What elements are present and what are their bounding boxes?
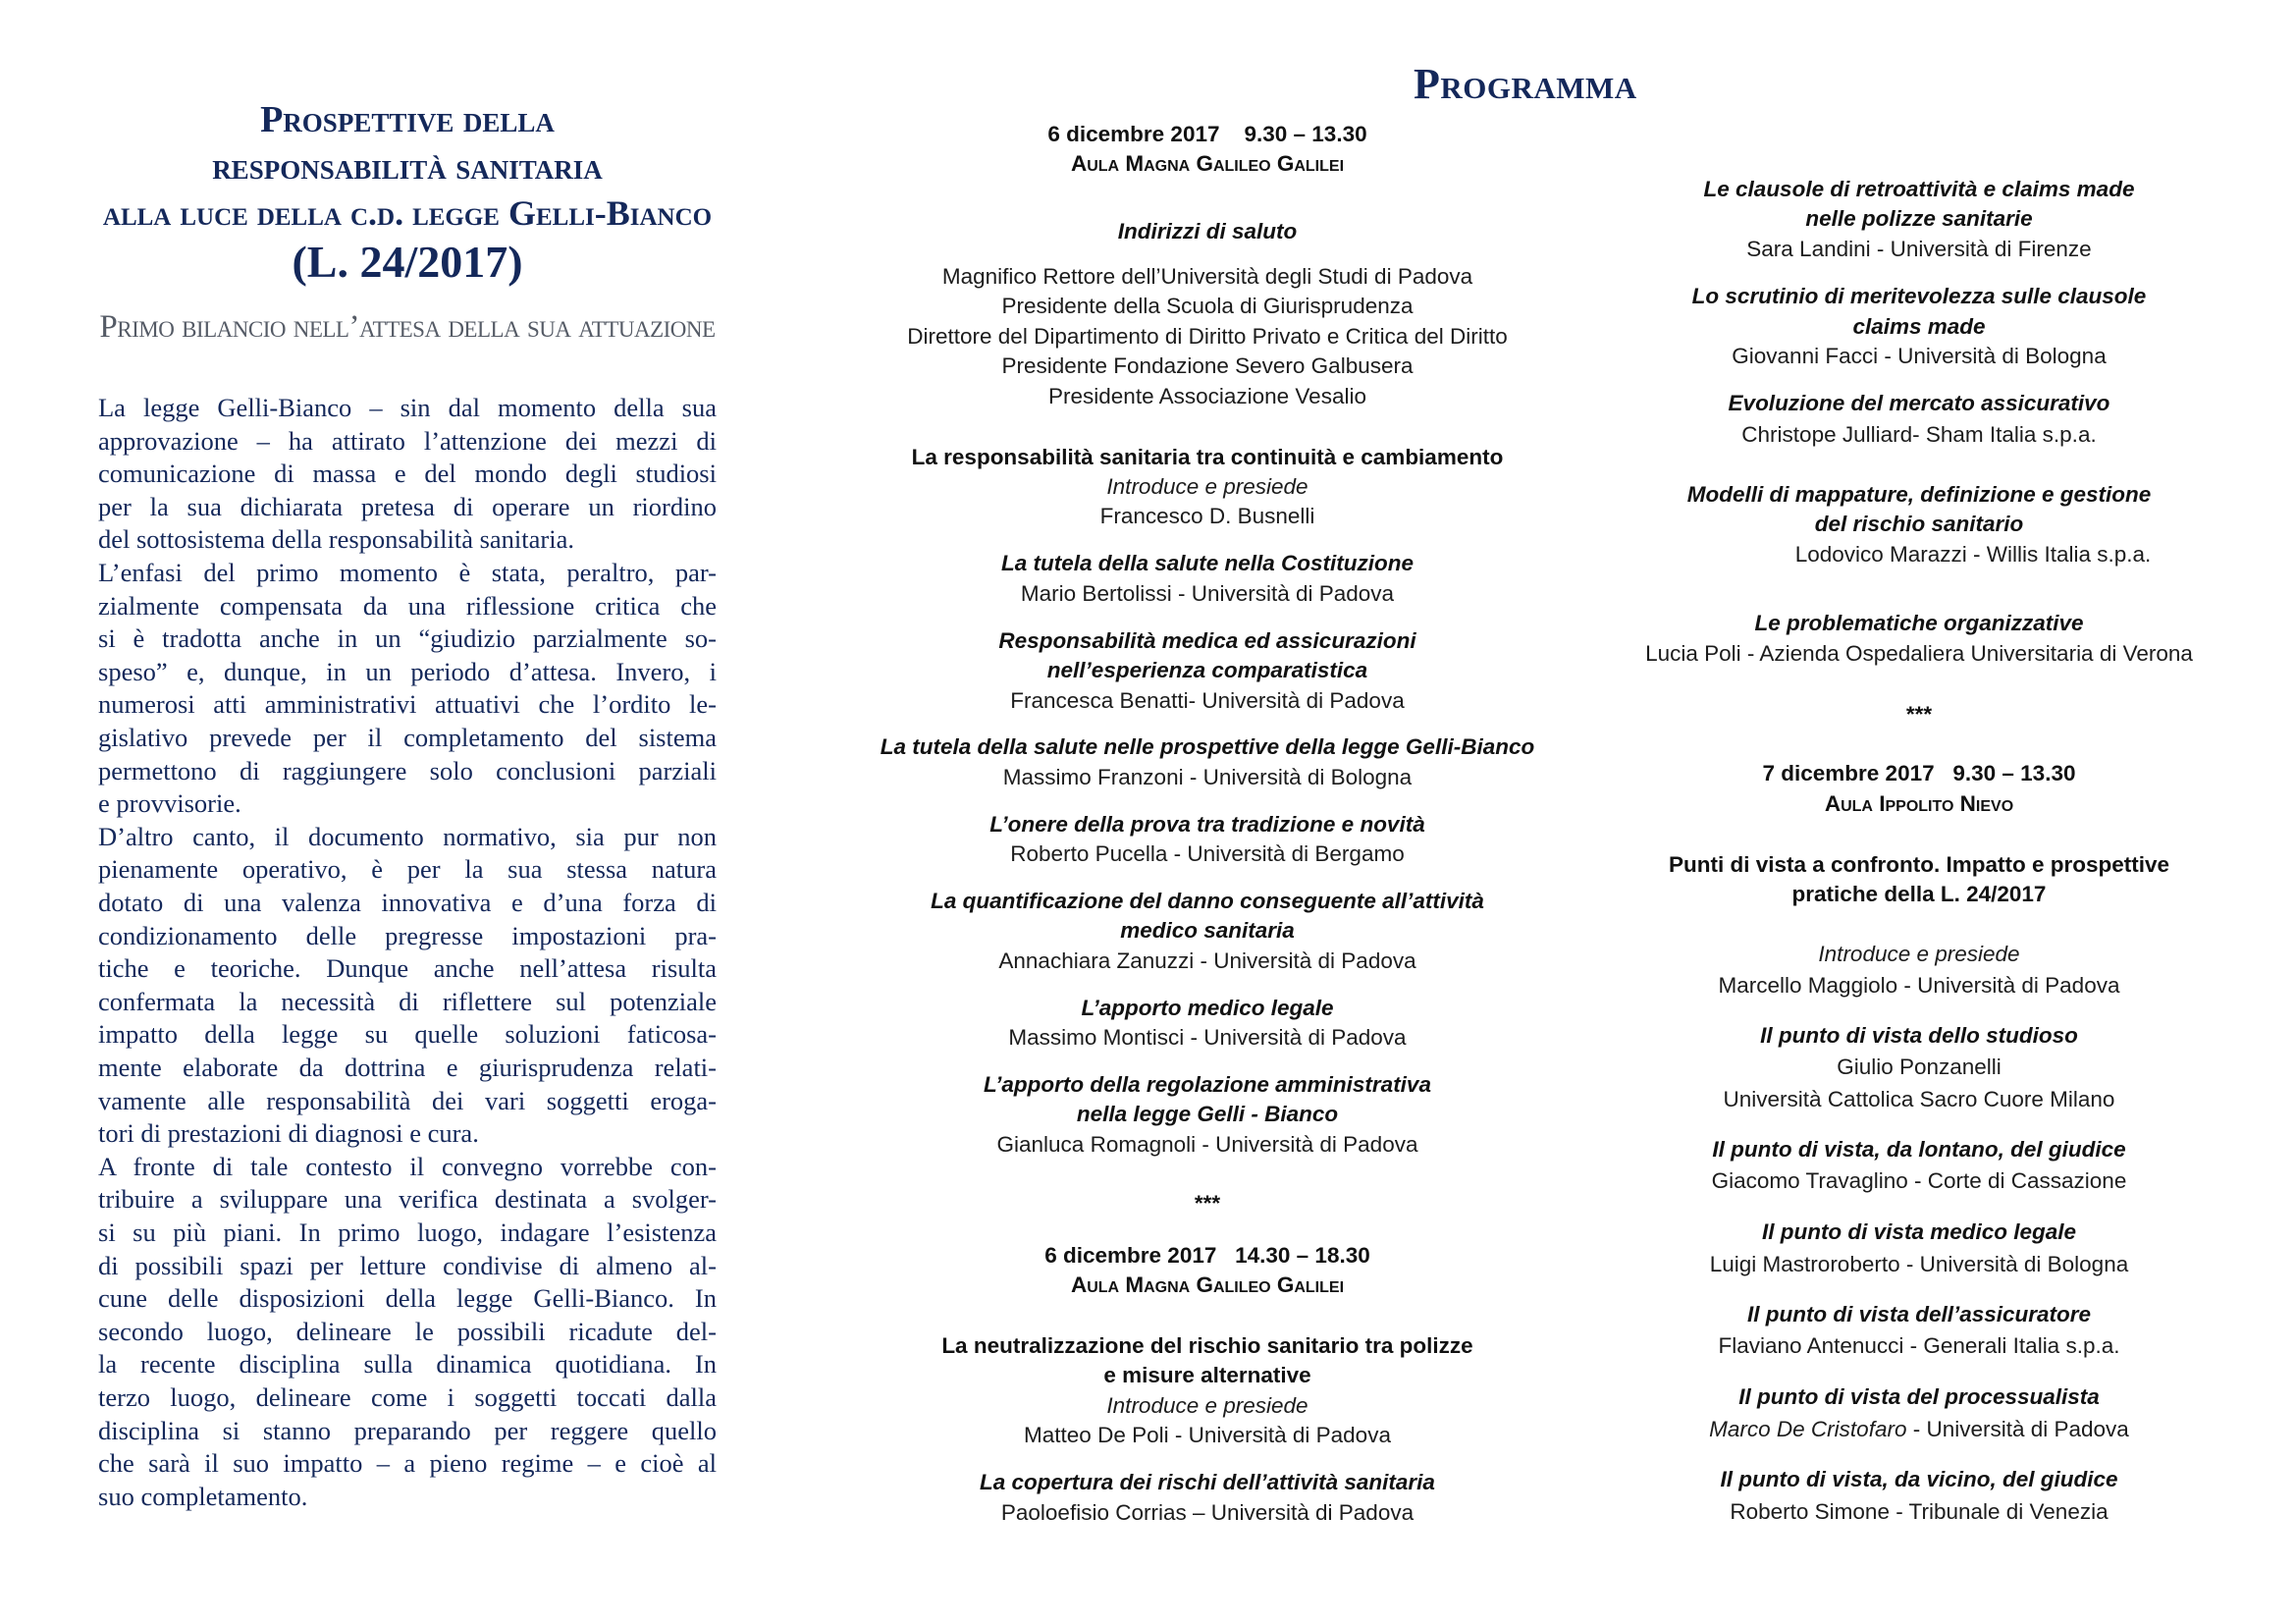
talk-title: L’apporto della regolazione amministrativa — [984, 1072, 1431, 1097]
panel-3-chair: Marcello Maggiolo - Università di Padova — [1718, 973, 2120, 998]
session-2-date: 6 dicembre 2017 14.30 – 18.30 — [1044, 1243, 1370, 1268]
session-1-room: Aula Magna Galileo Galilei — [1070, 151, 1345, 176]
panel-2-title: e misure alternative — [1103, 1363, 1311, 1387]
body-text-line: D’altro canto, il documento normativo, sia pur non — [98, 821, 717, 851]
view-speaker: Luigi Mastroroberto - Università di Bologna — [1709, 1252, 2129, 1276]
panel-1-intro: Introduce e presiede — [1106, 474, 1308, 499]
section-separator: *** — [1194, 1191, 1221, 1216]
view-title: Il punto di vista del processualista — [1738, 1384, 2100, 1409]
body-text-line: del sottosistema della responsabilità sanitaria. — [98, 524, 574, 555]
talk-title: Modelli di mappature, definizione e gestione — [1686, 482, 2152, 507]
subtitle: Primo bilancio nell’attesa della sua attuazione — [99, 309, 716, 345]
body-text-line: confermata la necessità di riflettere sul potenziale — [98, 986, 717, 1016]
body-text-line: tribuire a sviluppare una verifica destinata a svolger- — [98, 1184, 717, 1215]
body-text-line: vamente alle responsabilità dei vari soggetti eroga- — [98, 1085, 717, 1115]
talk-speaker: Annachiara Zanuzzi - Università di Padova — [998, 948, 1416, 973]
body-text-line: suo completamento. — [98, 1481, 308, 1511]
talk-title: La tutela della salute nelle prospettive della legge Gelli-Bianco — [880, 734, 1535, 759]
talk-title: L’onere della prova tra tradizione e novità — [989, 812, 1425, 837]
talk-title: Responsabilità medica ed assicurazioni — [998, 628, 1416, 653]
body-text-line: tori di prestazioni di diagnosi e cura. — [98, 1118, 479, 1149]
view-speaker: Giacomo Travaglino - Corte di Cassazione — [1711, 1168, 2127, 1193]
talk-title: del rischio sanitario — [1814, 512, 2024, 536]
talk-speaker: Giovanni Facci - Università di Bologna — [1732, 344, 2107, 368]
talk-title: nelle polizze sanitarie — [1805, 206, 2033, 231]
body-text-line: tiche e teoriche. Dunque anche nell’attesa risulta — [98, 953, 717, 984]
session-1-date: 6 dicembre 2017 9.30 – 13.30 — [1047, 122, 1367, 146]
panel-3-title: Punti di vista a confronto. Impatto e prospettive — [1668, 852, 2170, 877]
talk-title: Le clausole di retroattività e claims made — [1703, 177, 2135, 201]
talk-title: claims made — [1852, 314, 1986, 339]
body-text-line: si su più piani. In primo luogo, indagare l’esistenza — [98, 1218, 717, 1247]
view-speaker-name: Marco De Cristofaro — [1709, 1417, 1907, 1441]
panel-2-chair: Matteo De Poli - Università di Padova — [1024, 1423, 1391, 1447]
talk-title: nella legge Gelli - Bianco — [1076, 1102, 1339, 1126]
view-title: Il punto di vista, da lontano, del giudice — [1712, 1137, 2126, 1162]
panel-3-intro: Introduce e presiede — [1818, 942, 2020, 966]
greeting-item: Presidente Associazione Vesalio — [1048, 384, 1366, 408]
panel-3-title: pratiche della L. 24/2017 — [1791, 882, 2047, 906]
greetings-heading: Indirizzi di saluto — [1117, 219, 1298, 244]
session-3-date: 7 dicembre 2017 9.30 – 13.30 — [1762, 761, 2076, 785]
body-text-line: disciplina si stanno preparando per reggere quello — [98, 1415, 717, 1445]
view-title: Il punto di vista dello studioso — [1760, 1023, 2078, 1048]
body-text-line: mente elaborate da dottrina e giurisprudenza relati- — [98, 1053, 717, 1082]
talk-speaker: Mario Bertolissi - Università di Padova — [1020, 581, 1395, 606]
body-text-line: L’enfasi del primo momento è stata, peraltro, par- — [98, 558, 717, 587]
greeting-item: Presidente Fondazione Severo Galbusera — [1001, 353, 1414, 378]
panel-2-title: La neutralizzazione del rischio sanitario tra polizze — [941, 1333, 1473, 1358]
body-text-line: si è tradotta anche in un “giudizio parzialmente so- — [98, 623, 717, 654]
body-text-line: e provvisorie. — [98, 788, 241, 819]
body-text-line: speso” e, dunque, in un periodo d’attesa. Invero, i — [98, 656, 717, 686]
body-text-line: permettono di raggiungere solo conclusioni parziali — [98, 755, 717, 785]
panel-1-chair: Francesco D. Busnelli — [1099, 504, 1315, 528]
talk-title: La quantificazione del danno conseguente all’attività — [931, 889, 1484, 913]
view-title: Il punto di vista medico legale — [1761, 1219, 2077, 1244]
body-text-line: numerosi atti amministrativi attuativi che l’ordito le- — [98, 689, 717, 720]
talk-speaker: Lodovico Marazzi - Willis Italia s.p.a. — [1794, 542, 2152, 567]
body-text-line: La legge Gelli-Bianco – sin dal momento della sua — [98, 393, 717, 422]
talk-title: Evoluzione del mercato assicurativo — [1728, 391, 2110, 415]
talk-title: Le problematiche organizzative — [1754, 611, 2084, 635]
body-text-line: gislativo prevede per il completamento del sistema — [98, 723, 717, 752]
body-text-line: pienamente operativo, è per la sua stessa natura — [98, 854, 717, 885]
body-text-line: condizionamento delle pregresse impostazioni pra- — [98, 920, 717, 950]
programme-title: Programma — [1414, 60, 1637, 108]
view-speaker-affiliation: Università Cattolica Sacro Cuore Milano — [1723, 1087, 2115, 1111]
talk-speaker: Lucia Poli - Azienda Ospedaliera Universitaria di Verona — [1645, 641, 2193, 666]
title-line-2: responsabilità sanitaria — [212, 146, 603, 188]
body-text-line: comunicazione di massa e del mondo degli studiosi — [98, 459, 717, 489]
body-text-line: zialmente compensata da una riflessione critica che — [98, 590, 717, 621]
talk-title: medico sanitaria — [1120, 918, 1295, 943]
view-speaker: Roberto Simone - Tribunale di Venezia — [1730, 1499, 2109, 1524]
talk-speaker: Massimo Franzoni - Università di Bologna — [1002, 765, 1413, 789]
title-line-4: (L. 24/2017) — [292, 237, 523, 287]
view-speaker-affiliation: - Università di Padova — [1906, 1417, 2129, 1441]
session-3-room: Aula Ippolito Nievo — [1824, 791, 2014, 816]
body-text-line: la recente disciplina sulla dinamica quotidiana. In — [98, 1349, 717, 1380]
talk-title: Lo scrutinio di meritevolezza sulle clausole — [1691, 284, 2147, 308]
body-text-line: secondo luogo, delineare le possibili ricadute del- — [98, 1316, 717, 1346]
greeting-item: Direttore del Dipartimento di Diritto Privato e Critica del Diritto — [907, 324, 1508, 349]
view-speaker — [1477, 1416, 2296, 1443]
talk-title: L’apporto medico legale — [1081, 996, 1334, 1020]
talk-speaker: Roberto Pucella - Università di Bergamo — [1010, 841, 1405, 866]
title-line-3: alla luce della c.d. legge Gelli-Bianco — [102, 193, 713, 233]
view-speaker: Giulio Ponzanelli — [1837, 1055, 2002, 1079]
talk-speaker: Massimo Montisci - Università di Padova — [1008, 1025, 1407, 1050]
body-text-line: impatto della legge su quelle soluzioni faticosa- — [98, 1019, 717, 1050]
body-text-line: cune delle disposizioni della legge Gelli-Bianco. In — [98, 1283, 717, 1314]
view-speaker: Flaviano Antenucci - Generali Italia s.p.a. — [1718, 1333, 2120, 1358]
talk-speaker: Francesca Benatti- Università di Padova — [1010, 688, 1405, 713]
body-text-line: di possibili spazi per letture condivise di almeno al- — [98, 1250, 717, 1280]
panel-2-intro: Introduce e presiede — [1106, 1393, 1308, 1418]
talk-title: La copertura dei rischi dell’attività sanitaria — [980, 1470, 1435, 1494]
talk-title: La tutela della salute nella Costituzione — [1000, 551, 1415, 575]
talk-speaker: Sara Landini - Università di Firenze — [1746, 237, 2092, 261]
body-text-line: che sarà il suo impatto – a pieno regime – e cioè al — [98, 1448, 717, 1479]
talk-speaker: Gianluca Romagnoli - Università di Padova — [996, 1132, 1418, 1157]
section-separator: *** — [1905, 702, 1933, 727]
talk-title: nell’esperienza comparatistica — [1046, 658, 1368, 682]
greeting-item: Presidente della Scuola di Giurisprudenza — [1001, 294, 1414, 318]
view-title: Il punto di vista dell’assicuratore — [1746, 1302, 2092, 1326]
body-text-line: dotato di una valenza innovativa e d’una forza di — [98, 888, 717, 917]
panel-1-title: La responsabilità sanitaria tra continuità e cambiamento — [911, 445, 1504, 469]
body-text-line: per la sua dichiarata pretesa di operare un riordino — [98, 491, 717, 521]
talk-speaker: Paoloefisio Corrias – Università di Padova — [1000, 1500, 1415, 1525]
greeting-item: Magnifico Rettore dell’Università degli Studi di Padova — [941, 264, 1473, 289]
title-line-1: Prospettive della — [260, 99, 555, 140]
talk-speaker: Christope Julliard- Sham Italia s.p.a. — [1741, 422, 2097, 447]
body-text-line: terzo luogo, delineare come i soggetti toccati dalla — [98, 1382, 717, 1412]
body-text-line: approvazione – ha attirato l’attenzione dei mezzi di — [98, 425, 717, 456]
session-2-room: Aula Magna Galileo Galilei — [1070, 1272, 1345, 1297]
body-text-line: A fronte di tale contesto il convegno vorrebbe con- — [98, 1151, 717, 1181]
view-title: Il punto di vista, da vicino, del giudice — [1720, 1467, 2118, 1491]
